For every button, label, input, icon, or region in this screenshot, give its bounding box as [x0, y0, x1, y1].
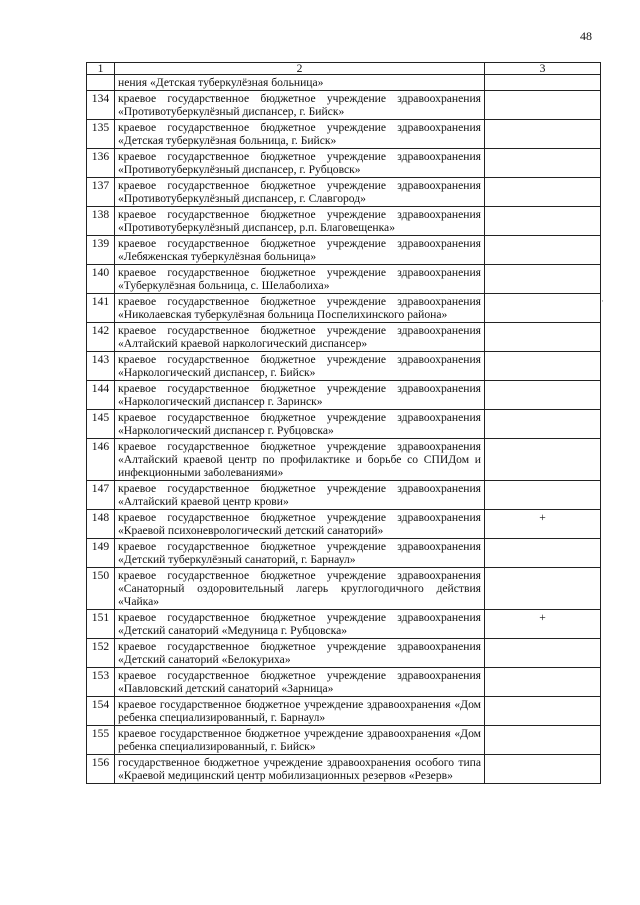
table-row — [87, 726, 601, 755]
institution-name: краевое государственное бюджетное учреждение здравоохранения «Наркологический диспансер г. Рубцовска» — [115, 410, 485, 439]
row-number: 137 — [87, 178, 115, 207]
institution-name: краевое государственное бюджетное учреждение здравоохранения «Детский санаторий «Медуница г. Рубцовска» — [115, 610, 485, 639]
table-row — [87, 91, 601, 120]
institution-name: краевое государственное бюджетное учреждение здравоохранения «Алтайский краевой центр крови» — [115, 481, 485, 510]
table-row — [87, 697, 601, 726]
row-number: 153 — [87, 668, 115, 697]
institutions-table — [86, 62, 601, 784]
institution-name: краевое государственное бюджетное учреждение здравоохранения «Краевой психоневрологический детский санаторий» — [115, 510, 485, 539]
table-row — [87, 294, 601, 323]
row-mark — [485, 294, 601, 323]
row-number: 134 — [87, 91, 115, 120]
row-mark — [485, 381, 601, 410]
table-header-row — [87, 63, 601, 75]
row-number: 142 — [87, 323, 115, 352]
table-row — [87, 755, 601, 784]
row-number: 154 — [87, 697, 115, 726]
table-row — [87, 352, 601, 381]
institution-name: краевое государственное бюджетное учреждение здравоохранения «Противотуберкулёзный диспансер, г. Славгород» — [115, 178, 485, 207]
institution-name: краевое государственное бюджетное учреждение здравоохранения «Наркологический диспансер г. Заринск» — [115, 381, 485, 410]
table-row — [87, 149, 601, 178]
row-mark — [485, 439, 601, 481]
institution-name: краевое государственное бюджетное учреждение здравоохранения «Санаторный оздоровительный лагерь круглогодичного действия «Чайка» — [115, 568, 485, 610]
table-row — [87, 178, 601, 207]
row-mark — [485, 726, 601, 755]
institution-name: краевое государственное бюджетное учреждение здравоохранения «Детская туберкулёзная больница, г. Бийск» — [115, 120, 485, 149]
table-row — [87, 539, 601, 568]
row-number: 152 — [87, 639, 115, 668]
table-row — [87, 610, 601, 639]
row-number: 151 — [87, 610, 115, 639]
institution-name: краевое государственное бюджетное учреждение здравоохранения «Алтайский краевой центр по профилактике и борьбе со СПИДом и инфекционными заболеваниями» — [115, 439, 485, 481]
row-mark — [485, 755, 601, 784]
institution-name: краевое государственное бюджетное учреждение здравоохранения «Николаевская туберкулёзная больница Поспелихинского района» — [115, 294, 485, 323]
institution-name: краевое государственное бюджетное учреждение здравоохранения «Противотуберкулёзный диспансер, г. Рубцовск» — [115, 149, 485, 178]
row-number: 147 — [87, 481, 115, 510]
institution-name: краевое государственное бюджетное учреждение здравоохранения «Детский санаторий «Белокуриха» — [115, 639, 485, 668]
row-mark — [485, 410, 601, 439]
institution-name: краевое государственное бюджетное учреждение здравоохранения «Противотуберкулёзный диспансер, р.п. Благовещенка» — [115, 207, 485, 236]
institution-name: краевое государственное бюджетное учреждение здравоохранения «Алтайский краевой наркологический диспансер» — [115, 323, 485, 352]
row-number: 136 — [87, 149, 115, 178]
institution-name: краевое государственное бюджетное учреждение здравоохранения «Лебяженская туберкулёзная больница» — [115, 236, 485, 265]
row-number: 148 — [87, 510, 115, 539]
row-mark — [485, 639, 601, 668]
row-mark — [485, 265, 601, 294]
row-number: 139 — [87, 236, 115, 265]
table-row — [87, 120, 601, 149]
table-row — [87, 207, 601, 236]
row-mark — [485, 120, 601, 149]
institution-name: краевое государственное бюджетное учреждение здравоохранения «Детский туберкулёзный санаторий, г. Барнаул» — [115, 539, 485, 568]
scan-speck: · — [601, 296, 604, 306]
column-header-3: 3 — [485, 63, 601, 75]
table-row — [87, 568, 601, 610]
row-mark — [485, 75, 601, 91]
continuation-row — [87, 75, 601, 91]
row-number: 144 — [87, 381, 115, 410]
row-mark — [485, 668, 601, 697]
institution-name: краевое государственное бюджетное учреждение здравоохранения «Дом ребенка специализированный, г. Барнаул» — [115, 697, 485, 726]
institution-name: государственное бюджетное учреждение здравоохранения особого типа «Краевой медицинский центр мобилизационных резервов «Резерв» — [115, 755, 485, 784]
column-header-1: 1 — [87, 63, 115, 75]
row-mark — [485, 207, 601, 236]
row-mark — [485, 568, 601, 610]
table-row — [87, 481, 601, 510]
table-row — [87, 639, 601, 668]
table-row — [87, 323, 601, 352]
institution-name: краевое государственное бюджетное учреждение здравоохранения «Наркологический диспансер, г. Бийск» — [115, 352, 485, 381]
row-mark — [485, 149, 601, 178]
institution-name: краевое государственное бюджетное учреждение здравоохранения «Противотуберкулёзный диспансер, г. Бийск» — [115, 91, 485, 120]
row-mark — [485, 481, 601, 510]
row-mark: + — [485, 510, 601, 539]
institution-name: краевое государственное бюджетное учреждение здравоохранения «Дом ребенка специализированный, г. Бийск» — [115, 726, 485, 755]
row-mark — [485, 539, 601, 568]
row-mark — [485, 697, 601, 726]
table-row — [87, 439, 601, 481]
row-number: 138 — [87, 207, 115, 236]
row-number: 156 — [87, 755, 115, 784]
row-number: 141 — [87, 294, 115, 323]
row-number: 150 — [87, 568, 115, 610]
table-row — [87, 510, 601, 539]
table-row — [87, 236, 601, 265]
table-row — [87, 381, 601, 410]
row-number: 135 — [87, 120, 115, 149]
row-mark — [485, 352, 601, 381]
row-number: 149 — [87, 539, 115, 568]
institution-name: краевое государственное бюджетное учреждение здравоохранения «Туберкулёзная больница, с. Шелаболиха» — [115, 265, 485, 294]
institution-name: краевое государственное бюджетное учреждение здравоохранения «Павловский детский санаторий «Зарница» — [115, 668, 485, 697]
table-row — [87, 265, 601, 294]
row-mark — [485, 236, 601, 265]
table-row — [87, 410, 601, 439]
row-number: 155 — [87, 726, 115, 755]
row-mark — [485, 323, 601, 352]
row-number — [87, 75, 115, 91]
row-mark — [485, 91, 601, 120]
column-header-2: 2 — [115, 63, 485, 75]
row-number: 145 — [87, 410, 115, 439]
continuation-text: нения «Детская туберкулёзная больница» — [115, 75, 485, 91]
row-number: 146 — [87, 439, 115, 481]
page-number: 48 — [580, 29, 592, 43]
row-mark — [485, 178, 601, 207]
table-row — [87, 668, 601, 697]
row-number: 140 — [87, 265, 115, 294]
row-mark: + — [485, 610, 601, 639]
row-number: 143 — [87, 352, 115, 381]
